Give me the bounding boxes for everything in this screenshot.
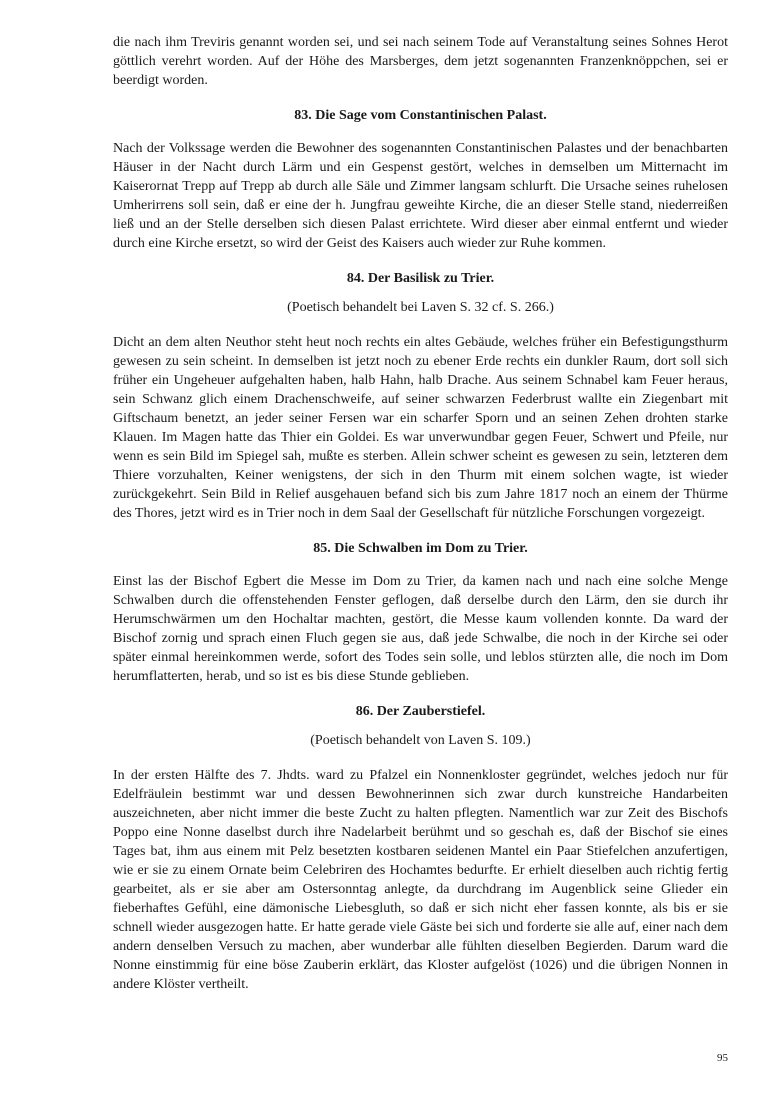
- section-subtitle-84: (Poetisch behandelt bei Laven S. 32 cf. S. 266.): [287, 300, 554, 315]
- section-text-85: Einst las der Bischof Egbert die Messe im Dom zu Trier, da kamen nach und nach eine solche Menge Schwalben durch die offenstehenden Fenster geflogen, daß derselbe durch den Lärm, den sie durch ihr Herumschwärmen um den Hochaltar machten, gestört, die Messe kaum vollenden konnte. Da ward der Bischof zornig und sprach einen Fluch gegen sie aus, daß jede Schwalbe, die noch in der Kirche sei oder später einmal hereinkommen werde, sofort des Todes sein solle, und leblos stürzten alle, die noch im Dom herumflatterten, herab, und so ist es bis diese Stunde geblieben.: [113, 574, 728, 684]
- section-title-86: 86. Der Zauberstiefel.: [355, 704, 486, 719]
- section-title-83: 83. Die Sage vom Constantinischen Palast.: [294, 108, 547, 123]
- section-title-85: 85. Die Schwalben im Dom zu Trier.: [313, 541, 528, 556]
- section-text-84: Dicht an dem alten Neuthor steht heut noch rechts ein altes Gebäude, welches früher ein Befestigungsthurm gewesen zu sein scheint. In demselben ist jetzt noch zu ebener Erde rechts ein dunkler Raum, dort soll sich früher ein Ungeheuer aufgehalten haben, halb Hahn, halb Drache. Aus seinem Schnabel kam Feuer heraus, sein Schwanz glich einem Drachenschweife, auf seiner schwarzen Federbrust wallte ein Ziegenbart mit Giftschaum benetzt, an jeder seiner Fersen war ein scharfer Sporn und an seinen Zehen drohten starke Klauen. Im Magen hatte das Thier ein Goldei. Es war unverwundbar gegen Feuer, Schwert und Pfeile, nur wenn es sein Bild im Spiegel sah, mußte es sterben. Allein schwer scheint es gewesen zu sein, letzteren dem Thiere vorzuhalten, Keiner wenigstens, der sich in den Thurm mit einem solchen wagte, ist wieder zurückgekehrt. Sein Bild in Relief ausgehauen befand sich bis zum Jahre 1817 noch an einem der Thürme des Thores, jetzt wird es in Trier noch in dem Saal der Gesellschaft für nützliche Forschungen vorgezeigt.: [113, 335, 728, 521]
- section-title-84: 84. Der Basilisk zu Trier.: [346, 271, 495, 286]
- section-text-83: Nach der Volkssage werden die Bewohner des sogenannten Constantinischen Palastes und der benachbarten Häuser in der Nacht durch Lärm und ein Gespenst gestört, welches in demselben um Mitternacht im Kaiserornat Trepp auf Trepp ab durch alle Säle und Zimmer langsam schlurft. Die Ursache seines ruhelosen Umherirrens soll sein, daß er eine der h. Jungfrau geweihte Kirche, die an dieser Stelle stand, niederreißen ließ und an der Stelle derselben sich diesen Palast errichtete. Wird dieser aber einmal entfernt und wieder durch eine Kirche ersetzt, so wird der Geist des Kaisers auch wieder zur Ruhe kommen.: [113, 141, 728, 251]
- page-body: [113, 33, 728, 994]
- page-number: 95: [717, 1052, 728, 1064]
- section-subtitle-86: (Poetisch behandelt von Laven S. 109.): [310, 733, 531, 748]
- section-text-86: In der ersten Hälfte des 7. Jhdts. ward zu Pfalzel ein Nonnenkloster gegründet, welches jedoch nur für Edelfräulein bestimmt war und dessen Bewohnerinnen sich zwar durch kunstreiche Handarbeiten auszeichneten, aber nicht immer die beste Zucht zu halten pflegten. Namentlich war zur Zeit des Bischofs Poppo eine Nonne daselbst durch ihre Nadelarbeit berühmt und so geschah es, daß der Bischof sie eines Tages bat, ihm aus einem mit Pelz besetzten kostbaren seidenen Mantel ein Paar Stiefelchen anzufertigen, wie er sie zu einem Ornate beim Celebriren des Hochamtes bedurfte. Er erhielt dieselben auch richtig fertig gearbeitet, als er sie aber am Ostersonntag anlegte, da durchdrang im Augenblick seine Glieder ein fieberhaftes Gefühl, eine dämonische Liebesgluth, so daß er sich nicht eher fassen konnte, als bis er sie schnell wieder ausgezogen hatte. Er hatte gerade viele Gäste bei sich und forderte sie alle auf, einer nach dem andern denselben Versuch zu machen, aber wunderbar alle fühlten dieselben Begierden. Darum ward die Nonne einstimmig für eine böse Zauberin erklärt, das Kloster aufgelöst (1026) und die übrigen Nonnen in andere Klöster vertheilt.: [113, 768, 728, 992]
- intro-paragraph: die nach ihm Treviris genannt worden sei, und sei nach seinem Tode auf Veranstaltung seines Sohnes Herot göttlich verehrt worden. Auf der Höhe des Marsberges, dem jetzt sogenannten Franzenknöppchen, sei er beerdigt worden.: [113, 35, 728, 88]
